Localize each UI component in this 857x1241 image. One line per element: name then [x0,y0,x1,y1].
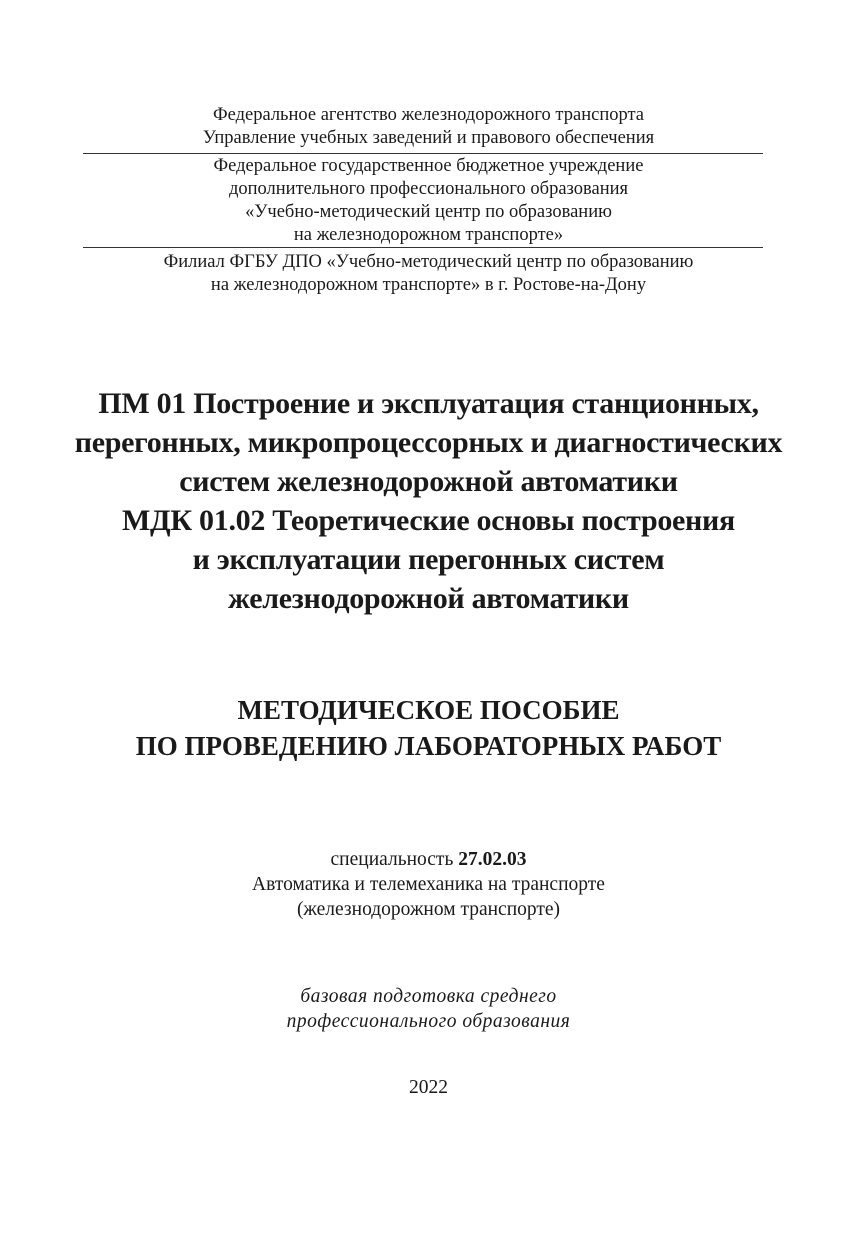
document-type-line: МЕТОДИЧЕСКОЕ ПОСОБИЕ [237,695,620,725]
branch-block [0,251,857,297]
institution-line: «Учебно-методический центр по образованию [245,202,612,222]
training-level-line: профессионального образования [286,1011,571,1032]
training-level-line: базовая подготовка среднего [300,986,557,1007]
module-title [0,384,857,618]
publication-year [0,1075,857,1100]
institution-line: Федеральное государственное бюджетное учреждение [213,156,644,176]
branch-line: на железнодорожном транспорте» в г. Ростове-на-Дону [210,275,647,295]
specialty-prefix: специальность [330,849,454,870]
document-type-line: ПО ПРОВЕДЕНИЮ ЛАБОРАТОРНЫХ РАБОТ [135,731,722,761]
title-line: и эксплуатации перегонных систем [192,543,665,576]
specialty-name: (железнодорожном транспорте) [296,899,561,920]
specialty-heading [0,847,857,872]
specialty-name: Автоматика и телемеханика на транспорте [252,874,605,895]
title-line: МДК 01.02 Теоретические основы построения [122,504,735,537]
title-line: перегонных, микропроцессорных и диагностических [74,426,783,459]
institution-line: на железнодорожном транспорте» [293,225,564,245]
agency-name: Федеральное агентство железнодорожного транспорта [212,105,644,125]
specialty-code: 27.02.03 [458,849,527,870]
institution-block [0,155,857,247]
title-line: систем железнодорожной автоматики [179,465,678,498]
year-text: 2022 [409,1077,448,1098]
agency-department: Управление учебных заведений и правового обеспечения [202,128,655,148]
document-type [0,692,857,764]
institution-line: дополнительного профессионального образования [228,179,629,199]
title-line: железнодорожной автоматики [228,582,629,615]
agency-block [0,104,857,150]
header-divider-top [83,153,763,154]
training-level [0,984,857,1034]
title-line: ПМ 01 Построение и эксплуатация станционных, [98,387,759,420]
specialty-block [0,847,857,922]
header-divider-bottom [83,247,763,248]
branch-line: Филиал ФГБУ ДПО «Учебно-методический центр по образованию [163,252,694,272]
